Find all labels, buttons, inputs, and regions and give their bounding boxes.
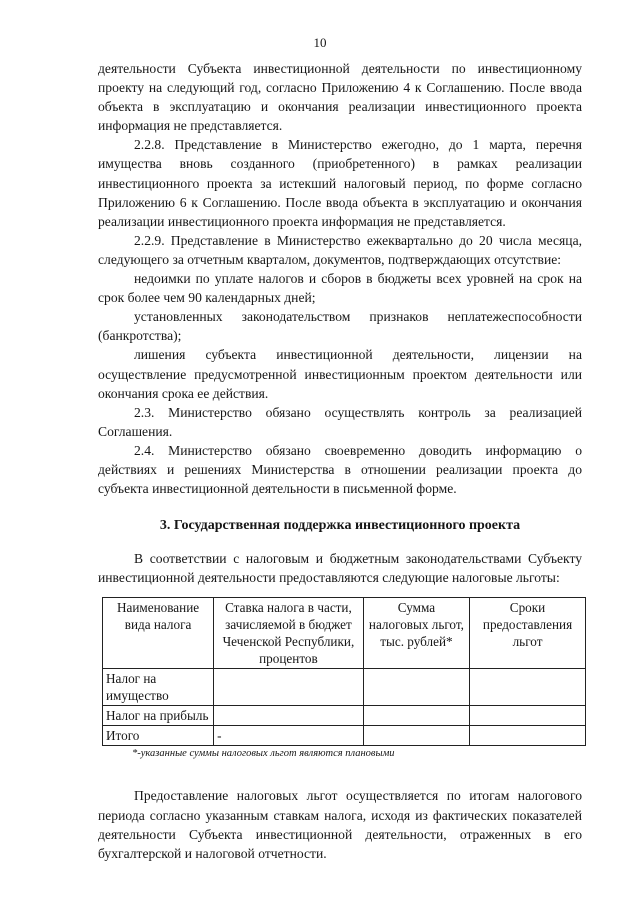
table-cell-sum xyxy=(363,669,469,706)
table-cell-term xyxy=(470,669,586,706)
table-cell-name: Налог на прибыль xyxy=(103,706,214,726)
paragraph-insolvency: установленных законодательством признаков неплатежеспособности (банкротства); xyxy=(98,309,582,344)
section-intro: В соответствии с налоговым и бюджетным законодательствами Субъекту инвестиционной деятельности предоставляются следующие налоговые льготы: xyxy=(98,551,582,586)
table-cell-name: Итого xyxy=(103,726,214,746)
table-row xyxy=(103,669,586,706)
table-row xyxy=(103,706,586,726)
table-cell-rate xyxy=(214,669,364,706)
table-cell-sum xyxy=(363,726,469,746)
table-cell-rate: - xyxy=(214,726,364,746)
paragraph-2-4: 2.4. Министерство обязано своевременно доводить информацию о действиях и решениях Министерства в отношении реализации проекта до субъекта инвестиционной деятельности в письменной форме. xyxy=(98,442,582,497)
table-cell-sum xyxy=(363,706,469,726)
paragraph-2-3: 2.3. Министерство обязано осуществлять контроль за реализацией Соглашения. xyxy=(98,404,582,439)
table-header-term: Сроки предоставления льгот xyxy=(470,598,586,669)
table-cell-name: Налог на имущество xyxy=(103,669,214,706)
paragraph-2-2-8: 2.2.8. Представление в Министерство ежегодно, до 1 марта, перечня имущества вновь созданного (приобретенного) в рамках реализации инвестиционного проекта за истекший налоговый период, по форме согласно Приложению 6 к Соглашению. После ввода объекта в эксплуатацию и окончания реализации инвестиционного проекта информация не представляется. xyxy=(98,137,582,229)
table-header-tax-type: Наименование вида налога xyxy=(103,598,214,669)
table-cell-term xyxy=(470,726,586,746)
table-header-sum: Сумма налоговых льгот, тыс. рублей* xyxy=(363,598,469,669)
section-heading: 3. Государственная поддержка инвестиционного проекта xyxy=(159,518,521,534)
tax-benefits-table xyxy=(102,597,586,746)
table-footnote: *-указанные суммы налоговых льгот являются плановыми xyxy=(132,748,395,760)
page-number: 10 xyxy=(313,35,327,50)
table-cell-term xyxy=(470,706,586,726)
paragraph-continuation: деятельности Субъекта инвестиционной деятельности по инвестиционному проекту на следующий год, согласно Приложению 4 к Соглашению. После ввода объекта в эксплуатацию и окончания реализации инвестиционного проекта информация не представляется. xyxy=(98,61,582,134)
paragraph-arrears: недоимки по уплате налогов и сборов в бюджеты всех уровней на срок на срок более чем 90 календарных дней; xyxy=(98,271,582,306)
paragraph-2-2-9: 2.2.9. Представление в Министерство ежеквартально до 20 числа месяца, следующего за отчетным кварталом, документов, подтверждающих отсутствие: xyxy=(98,232,582,267)
table-cell-rate xyxy=(214,706,364,726)
table-header-row xyxy=(103,598,586,669)
document-body xyxy=(98,59,582,863)
table-row-total xyxy=(103,726,586,746)
closing-paragraph: Предоставление налоговых льгот осуществляется по итогам налогового периода согласно указанным ставкам налога, исходя из фактических показателей деятельности Субъекта инвестиционной деятельности, отраженных в его бухгалтерской и налоговой отчетности. xyxy=(98,788,582,861)
paragraph-license: лишения субъекта инвестиционной деятельности, лицензии на осуществление предусмотренной инвестиционным проектом деятельности или окончания срока ее действия. xyxy=(98,347,582,401)
table-header-rate: Ставка налога в части, зачисляемой в бюджет Чеченской Республики, процентов xyxy=(214,598,364,669)
